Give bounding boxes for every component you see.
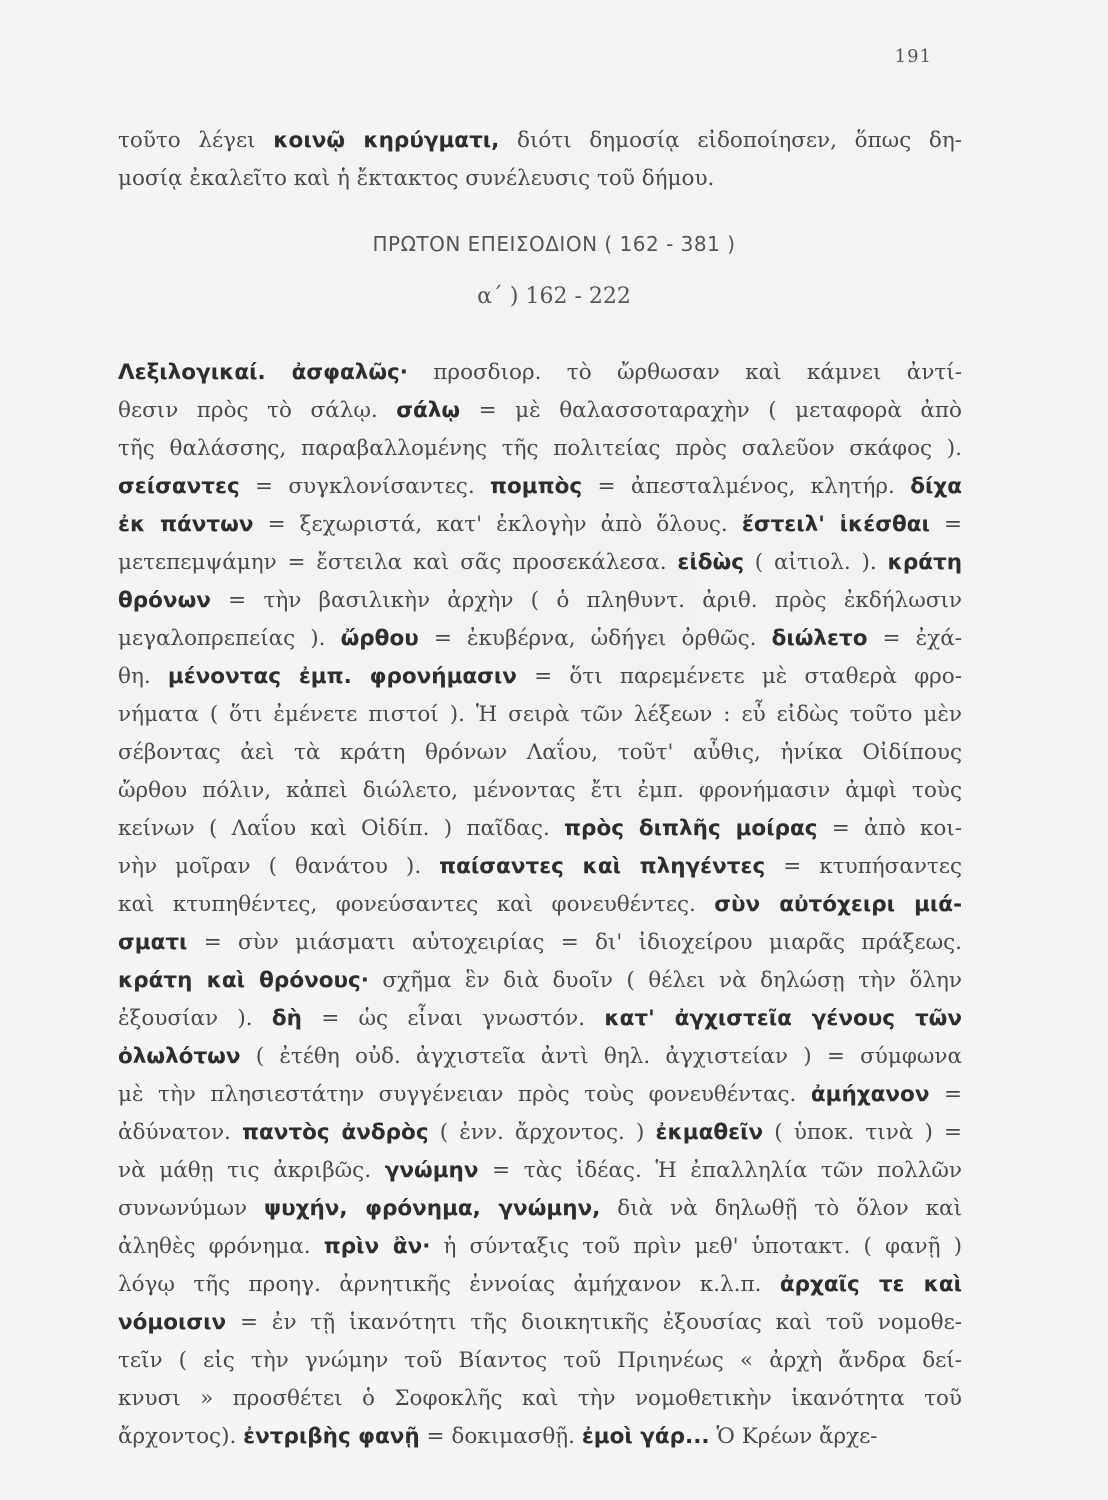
text-line <box>118 122 962 160</box>
text-line <box>118 1342 962 1380</box>
text-line <box>118 924 962 962</box>
bold-term: κοινῷ κηρύγματι, <box>273 128 500 153</box>
bold-term: ἔστειλ' ἱκέσθαι <box>741 512 930 537</box>
text-run: ἄρχοντος). <box>118 1424 244 1449</box>
text-line <box>118 734 962 772</box>
text-run: θη. <box>118 664 168 689</box>
text-run: κείνων ( Λαΐου καὶ Οἰδίπ. ) παῖδας. <box>118 816 565 841</box>
text-run: νήματα ( ὅτι ἐμένετε πιστοί ). Ἡ σειρὰ τῶν λέξεων : εὖ εἰδὼς τοῦτο μὲν <box>118 702 962 727</box>
text-line <box>118 1304 962 1342</box>
bold-term: σάλῳ <box>396 398 461 423</box>
bold-term: ἐκμαθεῖν <box>655 1120 764 1145</box>
bold-term: ἐμοὶ γάρ... <box>581 1424 710 1449</box>
text-run: νὴν μοῖραν ( θανάτου ). <box>118 854 440 879</box>
bold-term: δίχα <box>910 474 962 499</box>
text-run: ἀδύνατον. <box>118 1120 243 1145</box>
text-line <box>118 772 962 810</box>
text-run: ( ἐτέθη οὐδ. ἀγχιστεῖα ἀντὶ θηλ. ἀγχιστείαν ) = σύμφωνα <box>240 1044 962 1069</box>
text-line <box>118 1380 962 1418</box>
text-run: = ὡς εἶναι γνωστόν. <box>301 1006 605 1031</box>
text-line <box>118 1152 962 1190</box>
page-number: 191 <box>894 46 932 67</box>
text-run: ἡ σύνταξις τοῦ πρὶν μεθ' ὑποτακτ. ( φανῇ ) <box>430 1234 962 1259</box>
text-run: = τὰς ἰδέας. Ἡ ἐπαλληλία τῶν πολλῶν <box>478 1158 962 1183</box>
text-run: διότι δημοσίᾳ εἰδοποίησεν, ὅπως δη- <box>499 128 963 153</box>
text-run: ( αἰτιολ. ). <box>743 550 888 575</box>
text-run: διὰ νὰ δηλωθῇ τὸ ὅλον καὶ <box>600 1196 963 1221</box>
intro-paragraph <box>118 122 962 198</box>
text-run: ( ἐνν. ἄρχοντος. ) <box>428 1120 656 1145</box>
text-run: ὤρθου πόλιν, κἀπεὶ διώλετο, μένοντας ἔτι ἐμπ. φρονήμασιν ἀμφὶ τοὺς <box>118 778 962 803</box>
text-line <box>118 1000 962 1038</box>
bold-term: ὀλωλότων <box>118 1044 241 1069</box>
text-run: = <box>929 512 962 537</box>
text-line <box>118 696 962 734</box>
text-line <box>118 430 962 468</box>
text-run: = ἀπεσταλμένος, κλητήρ. <box>582 474 911 499</box>
text-run: σέβοντας ἀεὶ τὰ κράτη θρόνων Λαΐου, τοῦτ' αὖθις, ἡνίκα Οἰδίπους <box>118 740 962 765</box>
bold-term: νόμοισιν <box>118 1310 227 1335</box>
text-line <box>118 468 962 506</box>
text-run: = ξεχωριστά, κατ' ἐκλογὴν ἀπὸ ὅλους. <box>253 512 742 537</box>
text-run: λόγῳ τῆς προηγ. ἀρνητικῆς ἐννοίας ἀμήχανον κ.λ.π. <box>118 1272 780 1297</box>
text-line <box>118 1190 962 1228</box>
text-run: = <box>929 1082 962 1107</box>
bold-term: κράτη καὶ θρόνους· <box>118 968 369 993</box>
text-run: ἀληθὲς φρόνημα. <box>118 1234 324 1259</box>
text-run: = δοκιμασθῇ. <box>419 1424 582 1449</box>
glossary-paragraph <box>118 354 962 1456</box>
text-run: = τὴν βασιλικὴν ἀρχὴν ( ὁ πληθυντ. ἀριθ. πρὸς ἐκδήλωσιν <box>210 588 962 613</box>
text-line <box>118 354 962 392</box>
bold-term: θρόνων <box>118 588 211 613</box>
text-run: = ἐκυβέρνα, ὡδήγει ὀρθῶς. <box>418 626 772 651</box>
bold-term: δὴ <box>271 1006 302 1031</box>
text-run: ( ὑποκ. τινὰ ) = <box>763 1120 963 1145</box>
text-run: σχῆμα ἓν διὰ δυοῖν ( θέλει νὰ δηλώσῃ τὴν ὅλην <box>368 968 962 993</box>
bold-term: πρὸς διπλῆς μοίρας <box>564 816 818 841</box>
bold-term: παντὸς ἀνδρὸς <box>242 1120 429 1145</box>
bold-term: ἀμήχανον <box>810 1082 930 1107</box>
text-run: ἐξουσίαν ). <box>118 1006 272 1031</box>
section-heading: ΠΡΩΤΟΝ ΕΠΕΙΣΟΔΙΟΝ ( 162 - 381 ) <box>372 232 736 256</box>
text-run: καὶ κτυπηθέντες, φονεύσαντες καὶ φονευθέντες. <box>118 892 715 917</box>
bold-term: πρὶν ἂν· <box>323 1234 431 1259</box>
bold-term: ἀρχαῖς τε καὶ <box>779 1272 962 1297</box>
text-run: = κτυπήσαντες <box>765 854 962 879</box>
section-subheading: α΄ ) 162 - 222 <box>477 284 631 309</box>
text-run: νὰ μάθῃ τις ἀκριβῶς. <box>118 1158 385 1183</box>
text-run: συνωνύμων <box>118 1196 264 1221</box>
text-run: τεῖν ( εἰς τὴν γνώμην τοῦ Βίαντος τοῦ Πριηνέως « ἀρχὴ ἄνδρα δεί- <box>118 1348 962 1373</box>
text-run: μετεπεμψάμην = ἔστειλα καὶ σᾶς προσεκάλεσα. <box>118 550 678 575</box>
text-run: = ὅτι παρεμένετε μὲ σταθερὰ φρο- <box>516 664 962 689</box>
bold-term: σείσαντες <box>118 474 240 499</box>
text-line <box>118 1418 962 1456</box>
text-line <box>118 886 962 924</box>
bold-term: κράτη <box>887 550 963 575</box>
text-line <box>118 506 962 544</box>
text-line <box>118 620 962 658</box>
text-line <box>118 658 962 696</box>
text-run: = ἀπὸ κοι- <box>817 816 962 841</box>
text-run: = ἐν τῇ ἱκανότητι τῆς διοικητικῆς ἐξουσίας καὶ τοῦ νομοθε- <box>226 1310 962 1335</box>
text-run: τοῦτο λέγει <box>118 128 274 153</box>
text-line <box>118 1228 962 1266</box>
text-run: = μὲ θαλασσοταραχὴν ( μεταφορὰ ἀπὸ <box>460 398 962 423</box>
bold-term: Λεξιλογικαί. ἀσφαλῶς· <box>118 360 408 385</box>
bold-term: εἰδὼς <box>677 550 744 575</box>
text-run: προσδιορ. τὸ ὤρθωσαν καὶ κάμνει ἀντί- <box>407 360 962 385</box>
text-run: μεγαλοπρεπείας ). <box>118 626 341 651</box>
bold-term: κατ' ἀγχιστεῖα γένους τῶν <box>604 1006 963 1031</box>
text-run: = ἐχά- <box>867 626 962 651</box>
bold-term: διώλετο <box>771 626 868 651</box>
text-run: κνυσι » προσθέτει ὁ Σοφοκλῆς καὶ τὴν νομοθετικὴν ἱκανότητα τοῦ <box>118 1386 962 1411</box>
bold-term: σματι <box>118 930 188 955</box>
bold-term: παίσαντες καὶ πληγέντες <box>439 854 766 879</box>
text-line <box>118 810 962 848</box>
bold-term: ἐκ πάντων <box>118 512 254 537</box>
text-line <box>118 392 962 430</box>
text-run: = σὺν μιάσματι αὐτοχειρίας = δι' ἰδιοχείρου μιαρᾶς πράξεως. <box>187 930 962 955</box>
text-run: Ὁ Κρέων ἄρχε- <box>709 1424 878 1449</box>
text-run: = συγκλονίσαντες. <box>239 474 490 499</box>
bold-term: μένοντας ἐμπ. φρονήμασιν <box>167 664 517 689</box>
text-line <box>118 1076 962 1114</box>
bold-term: ψυχήν, φρόνημα, γνώμην, <box>264 1196 601 1221</box>
text-line <box>118 1266 962 1304</box>
text-run: τῆς θαλάσσης, παραβαλλομένης τῆς πολιτείας πρὸς σαλεῦον σκάφος ). <box>118 436 962 461</box>
bold-term: γνώμην <box>384 1158 479 1183</box>
text-line <box>118 582 962 620</box>
text-run: μὲ τὴν πλησιεστάτην συγγένειαν πρὸς τοὺς φονευθέντας. <box>118 1082 811 1107</box>
text-line <box>118 160 962 198</box>
bold-term: σὺν αὐτόχειρι μιά- <box>714 892 962 917</box>
text-run: μοσίᾳ ἐκαλεῖτο καὶ ἡ ἔκτακτος συνέλευσις τοῦ δήμου. <box>118 166 715 191</box>
text-line <box>118 544 962 582</box>
bold-term: πομπὸς <box>490 474 583 499</box>
bold-term: ἐντριβὴς φανῇ <box>243 1424 420 1449</box>
text-line <box>118 962 962 1000</box>
text-line <box>118 848 962 886</box>
text-line <box>118 1114 962 1152</box>
bold-term: ὤρθου <box>340 626 419 651</box>
text-line <box>118 1038 962 1076</box>
text-run: θεσιν πρὸς τὸ σάλῳ. <box>118 398 397 423</box>
